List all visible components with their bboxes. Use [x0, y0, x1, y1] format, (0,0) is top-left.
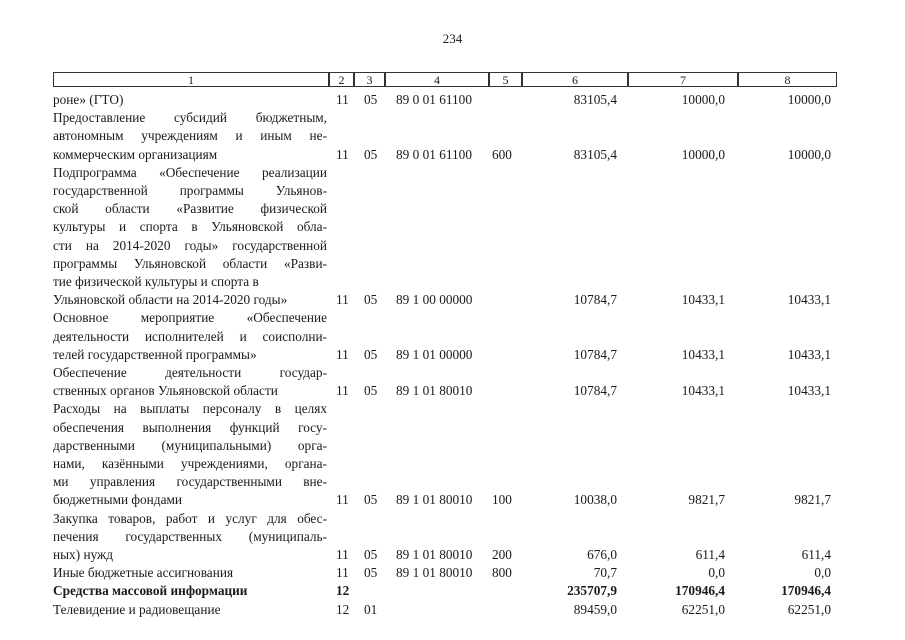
row-description: программы Ульяновской области «Разви-: [53, 255, 327, 271]
row-amount-col8: 0,0: [814, 565, 831, 581]
row-amount-col6: 70,7: [593, 565, 617, 581]
row-amount-col7: 10433,1: [681, 346, 725, 362]
table-row: [0, 491, 905, 509]
table-row: [0, 546, 905, 564]
column-header-4: 4: [385, 72, 489, 87]
row-description: деятельности исполнителей и соисполни-: [53, 328, 327, 344]
row-description: роне» (ГТО): [53, 92, 124, 107]
table-row: [0, 510, 905, 528]
row-amount-col8: 10433,1: [787, 383, 831, 399]
row-description: Предоставление субсидий бюджетным,: [53, 110, 327, 126]
row-description: Иные бюджетные ассигнования: [53, 565, 234, 581]
row-amount-col8: 170946,4: [781, 583, 831, 599]
row-target-code: 89 1 01 80010: [396, 547, 473, 562]
table-row: [0, 601, 905, 619]
row-amount-col6: 10784,7: [573, 383, 617, 399]
row-amount-col8: 62251,0: [787, 601, 831, 617]
row-amount-col7: 0,0: [708, 565, 725, 581]
row-target-code: 89 1 01 00000: [396, 346, 473, 362]
row-section: 11: [336, 547, 349, 562]
table-row: [0, 146, 905, 164]
row-subsection: 05: [364, 565, 378, 581]
row-subsection: 05: [364, 383, 378, 399]
row-target-code: 89 1 01 80010: [396, 492, 473, 508]
row-amount-col7: 611,4: [695, 547, 725, 562]
row-description: Ульяновской области на 2014-2020 годы»: [53, 292, 288, 308]
row-section: 11: [336, 146, 349, 162]
row-description: Закупка товаров, работ и услуг для обес-: [53, 510, 327, 526]
table-row: [0, 291, 905, 309]
table-row: [0, 309, 905, 327]
row-description: печения государственных (муниципаль-: [53, 528, 327, 544]
page-number: 234: [442, 31, 463, 46]
row-description: культуры и спорта в Ульяновской обла-: [53, 219, 327, 235]
row-amount-col6: 83105,4: [573, 92, 617, 107]
row-description: Телевидение и радиовещание: [53, 601, 221, 617]
row-subsection: 05: [364, 492, 378, 508]
table-row: [0, 382, 905, 400]
table-row: [0, 455, 905, 473]
row-amount-col8: 9821,7: [794, 492, 831, 508]
row-target-code: 89 1 01 80010: [396, 565, 473, 581]
row-section: 11: [336, 383, 349, 399]
row-subsection: 05: [364, 146, 378, 162]
column-header-7: 7: [628, 72, 738, 87]
row-amount-col7: 10000,0: [681, 146, 725, 162]
row-description: нами, казёнными учреждениями, органа-: [53, 456, 327, 471]
column-header-6: 6: [522, 72, 628, 87]
row-subsection: 05: [364, 346, 378, 362]
table-row: [0, 218, 905, 236]
row-amount-col6: 83105,4: [573, 146, 617, 162]
row-description: Подпрограмма «Обеспечение реализации: [53, 164, 327, 180]
row-amount-col6: 10784,7: [573, 292, 617, 308]
row-section: 11: [336, 492, 349, 508]
table-row: [0, 564, 905, 582]
row-description: обеспечения выполнения функций госу-: [53, 419, 327, 435]
row-description: ственных органов Ульяновской области: [53, 383, 278, 399]
table-row: [0, 473, 905, 491]
row-amount-col8: 10433,1: [787, 292, 831, 308]
table-row: [0, 109, 905, 127]
table-row: [0, 164, 905, 182]
table-row: [0, 91, 905, 109]
table-row: [0, 328, 905, 346]
table-row: [0, 582, 905, 600]
column-header-5: 5: [489, 72, 522, 87]
row-description: государственной программы Ульянов-: [53, 183, 327, 198]
row-amount-col7: 9821,7: [688, 492, 725, 508]
row-description: коммерческим организациям: [53, 146, 218, 162]
table-row: [0, 419, 905, 437]
table-row: [0, 255, 905, 273]
row-amount-col8: 10000,0: [787, 92, 831, 107]
table-row: [0, 437, 905, 455]
row-amount-col8: 10433,1: [787, 346, 831, 362]
row-amount-col6: 10038,0: [573, 492, 617, 508]
row-description: бюджетными фондами: [53, 492, 182, 508]
row-amount-col7: 170946,4: [675, 583, 725, 599]
row-target-code: 89 0 01 61100: [396, 146, 472, 162]
row-expense-type: 600: [492, 146, 512, 162]
row-description: ской области «Развитие физической: [53, 201, 327, 217]
row-description: тие физической культуры и спорта в: [53, 274, 259, 289]
row-target-code: 89 1 01 80010: [396, 383, 473, 399]
row-section: 11: [336, 92, 349, 107]
row-subsection: 05: [364, 547, 378, 562]
row-amount-col6: 89459,0: [573, 601, 617, 617]
row-description: сти на 2014-2020 годы» государственной: [53, 237, 327, 253]
row-description: дарственными (муниципальными) орга-: [53, 437, 327, 453]
table-row: [0, 182, 905, 200]
table-row: [0, 127, 905, 145]
row-amount-col8: 611,4: [801, 547, 831, 562]
table-row: [0, 346, 905, 364]
row-amount-col6: 676,0: [587, 547, 617, 562]
row-amount-col7: 10433,1: [681, 292, 725, 308]
column-header-1: 1: [53, 72, 329, 87]
row-section: 11: [336, 346, 349, 362]
row-description: ми управления государственными вне-: [53, 474, 327, 490]
column-header-3: 3: [354, 72, 385, 87]
row-subsection: 01: [364, 601, 378, 617]
row-expense-type: 800: [492, 565, 512, 581]
row-description: автономным учреждениям и иным не-: [53, 128, 327, 144]
row-amount-col7: 10433,1: [681, 383, 725, 399]
row-expense-type: 100: [492, 492, 512, 508]
row-amount-col7: 10000,0: [681, 92, 725, 107]
row-amount-col8: 10000,0: [787, 146, 831, 162]
column-header-2: 2: [329, 72, 354, 87]
row-expense-type: 200: [492, 547, 512, 562]
row-description: Расходы на выплаты персоналу в целях: [53, 401, 327, 417]
table-row: [0, 200, 905, 218]
row-subsection: 05: [364, 292, 378, 308]
row-amount-col6: 10784,7: [573, 346, 617, 362]
row-section: 12: [336, 583, 350, 599]
row-section: 12: [336, 601, 350, 617]
table-row: [0, 364, 905, 382]
row-section: 11: [336, 565, 349, 581]
row-description: телей государственной программы»: [53, 346, 257, 362]
row-description: Обеспечение деятельности государ-: [53, 365, 327, 380]
row-amount-col7: 62251,0: [681, 601, 725, 617]
row-description: ных) нужд: [53, 547, 113, 562]
table-row: [0, 237, 905, 255]
table-row: [0, 273, 905, 291]
row-amount-col6: 235707,9: [567, 583, 617, 599]
row-description: Средства массовой информации: [53, 583, 248, 599]
row-section: 11: [336, 292, 349, 308]
column-header-8: 8: [738, 72, 837, 87]
row-target-code: 89 0 01 61100: [396, 92, 472, 107]
table-row: [0, 528, 905, 546]
row-description: Основное мероприятие «Обеспечение: [53, 310, 327, 326]
row-target-code: 89 1 00 00000: [396, 292, 473, 308]
table-row: [0, 400, 905, 418]
row-subsection: 05: [364, 92, 378, 107]
